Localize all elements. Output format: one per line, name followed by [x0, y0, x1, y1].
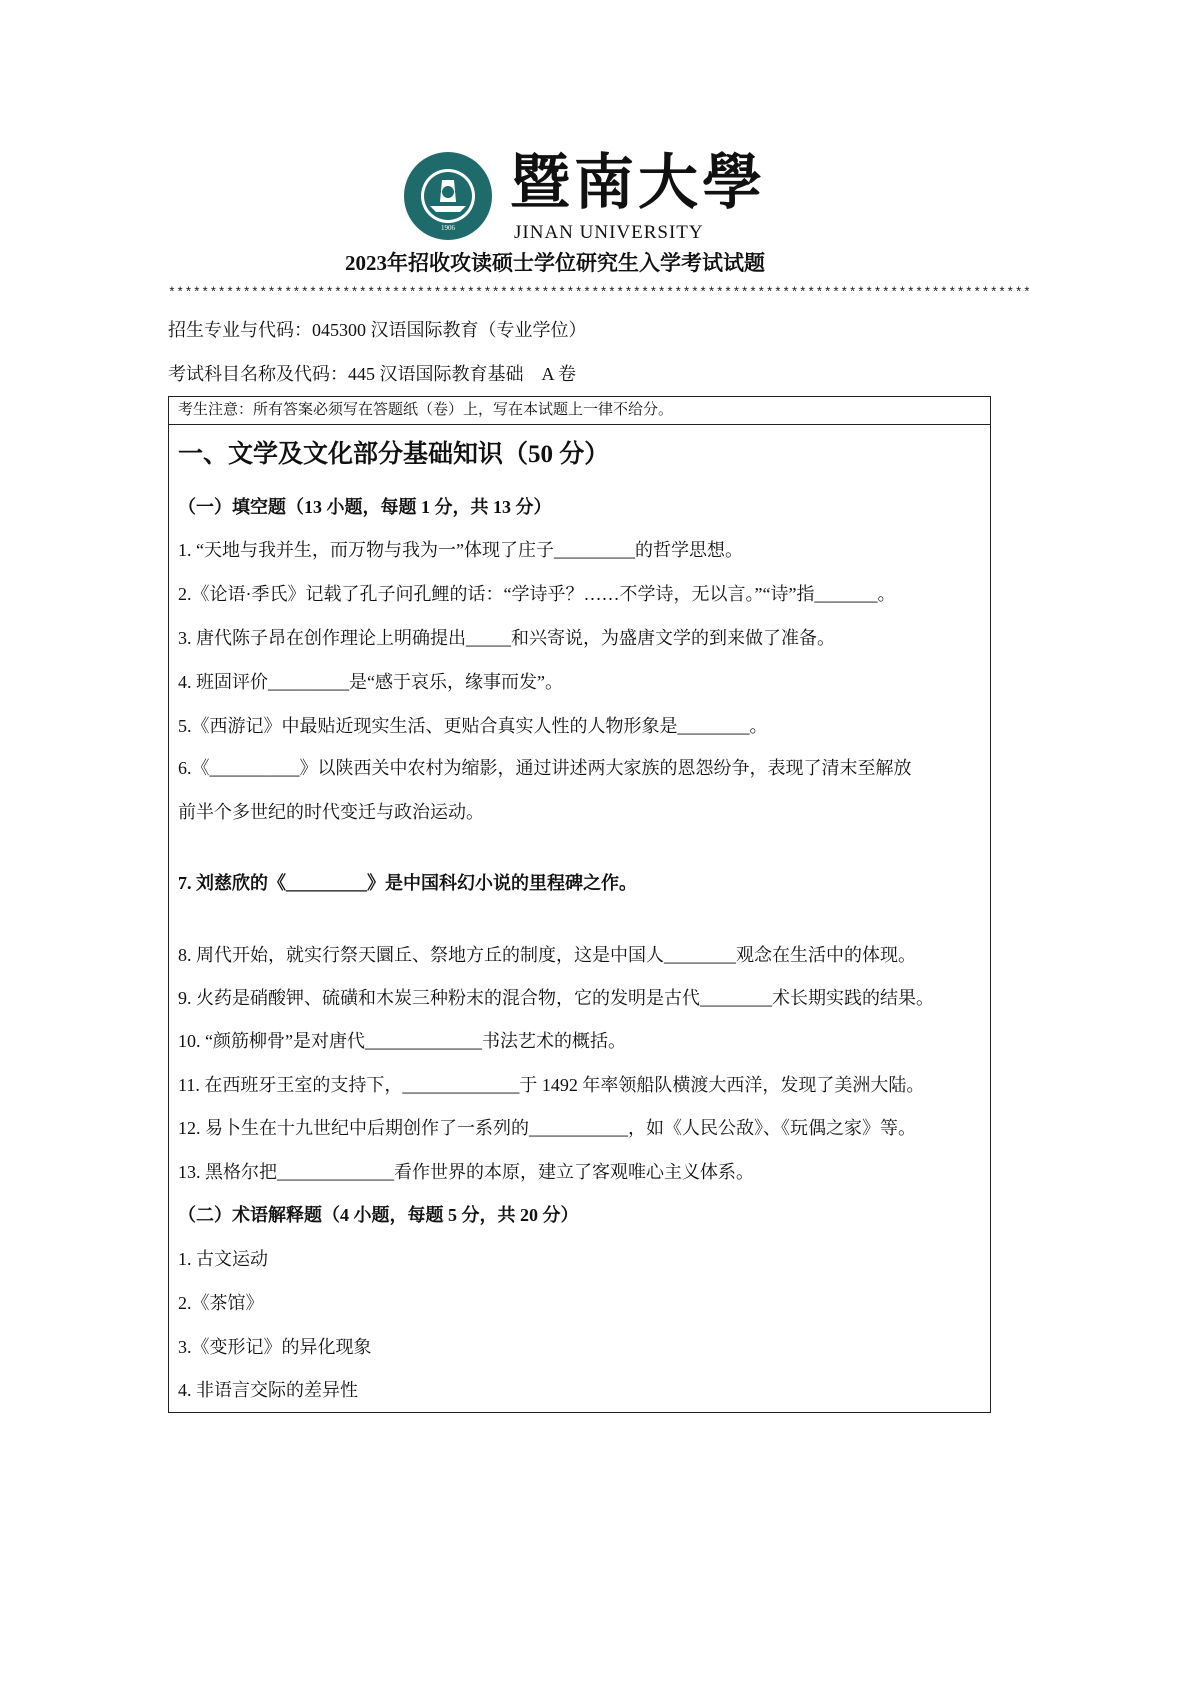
section-title: 一、文学及文化部分基础知识（50 分）: [178, 441, 610, 468]
university-seal-icon: [402, 150, 494, 242]
seal-year: 1906: [441, 224, 455, 232]
question-2: 2.《论语·季氏》记载了孔子问孔鲤的话：“学诗乎？……不学诗，无以言。”“诗”指_______。: [178, 584, 896, 604]
question-7: 7. 刘慈欣的《_________》是中国科幻小说的里程碑之作。: [178, 873, 637, 893]
question-6-continued: 前半个多世纪的时代变迁与政治运动。: [178, 802, 484, 822]
term-4: 4. 非语言交际的差异性: [178, 1380, 358, 1400]
question-4: 4. 班固评价_________是“感于哀乐，缘事而发”。: [178, 672, 563, 692]
question-9: 9. 火药是硝酸钾、硫磺和木炭三种粉末的混合物，它的发明是古代________术长期实践的结果。: [178, 988, 934, 1008]
question-12: 12. 易卜生在十九世纪中后期创作了一系列的___________，如《人民公敌》、《玩偶之家》等。: [178, 1118, 916, 1138]
question-10: 10. “颜筋柳骨”是对唐代_____________书法艺术的概括。: [178, 1031, 626, 1051]
term-3: 3.《变形记》的异化现象: [178, 1337, 372, 1357]
term-2: 2.《茶馆》: [178, 1293, 264, 1313]
question-1: 1. “天地与我并生，而万物与我为一”体现了庄子_________的哲学思想。: [178, 540, 743, 560]
major-code: 招生专业与代码：045300 汉语国际教育（专业学位）: [168, 320, 587, 340]
university-name-cn: 暨南大學: [510, 148, 766, 218]
university-name-en: JINAN UNIVERSITY: [514, 222, 704, 243]
part1-title: （一）填空题（13 小题，每题 1 分，共 13 分）: [178, 497, 552, 517]
notice: 考生注意：所有答案必须写在答题纸（卷）上，写在本试题上一律不给分。: [178, 402, 674, 418]
notice-divider: [168, 424, 990, 425]
question-11: 11. 在西班牙王室的支持下，_____________于 1492 年率领船队横渡大西洋，发现了美洲大陆。: [178, 1075, 925, 1095]
part2-title: （二）术语解释题（4 小题，每题 5 分，共 20 分）: [178, 1205, 579, 1225]
question-6: 6.《__________》以陕西关中农村为缩影，通过讲述两大家族的恩怨纷争，表现了清末至解放: [178, 758, 912, 778]
subject-code: 考试科目名称及代码：445 汉语国际教育基础 A 卷: [168, 364, 577, 384]
question-8: 8. 周代开始，就实行祭天圜丘、祭地方丘的制度，这是中国人________观念在生活中的体现。: [178, 945, 916, 965]
question-13: 13. 黑格尔把_____________看作世界的本原，建立了客观唯心主义体系。: [178, 1162, 754, 1182]
star-divider: ********************************************************************************************************: [168, 285, 1032, 300]
exam-title: 2023年招收攻读硕士学位研究生入学考试试题: [345, 251, 765, 275]
question-5: 5.《西游记》中最贴近现实生活、更贴合真实人性的人物形象是________。: [178, 716, 768, 736]
question-3: 3. 唐代陈子昂在创作理论上明确提出_____和兴寄说，为盛唐文学的到来做了准备。: [178, 628, 835, 648]
term-1: 1. 古文运动: [178, 1249, 268, 1269]
